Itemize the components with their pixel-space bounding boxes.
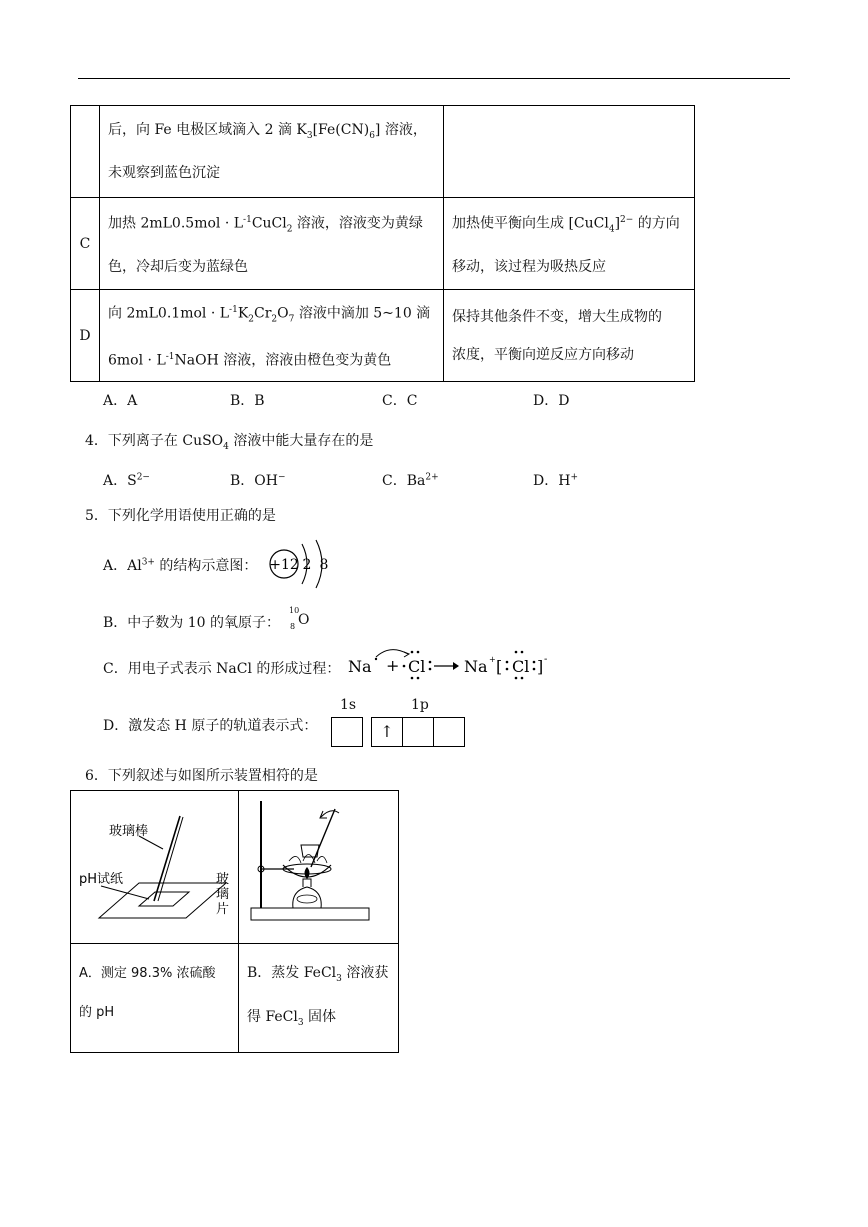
experiment-text: NaOH 溶液，溶液由橙色变为黄色 [174, 353, 392, 370]
conclusion-text: 浓度，平衡向逆反应方向移动 [452, 346, 634, 363]
row-label: C [79, 235, 91, 252]
q4-option-d[interactable] [533, 470, 578, 490]
q5-option-d[interactable] [103, 715, 317, 735]
subscript: 6 [369, 130, 375, 141]
q6-option-a-text: A．测定 98.3% 浓硫酸 [79, 966, 216, 981]
row-label-cell [71, 106, 100, 198]
q5-option-c[interactable] [103, 658, 340, 678]
q6-option-b-text: 得 FeCl [247, 1008, 298, 1025]
chloride-ion-symbol: Cl [512, 657, 530, 676]
lamp-wick-holder [303, 879, 311, 887]
shell-electrons: 2 [302, 557, 312, 573]
ph-paper [139, 892, 189, 906]
conclusion-text: 移动，该过程为吸热反应 [452, 259, 606, 276]
figure-b-cell [239, 791, 399, 944]
q5-stem: 5．下列化学用语使用正确的是 [85, 508, 276, 524]
table-row [71, 106, 695, 198]
row-label-cell [71, 198, 100, 290]
option-text: C．Ba [382, 473, 426, 489]
q4-stem-text: 溶液中能大量存在的是 [228, 433, 374, 449]
orbital-label-1p: 1p [411, 697, 429, 713]
question3-table [70, 105, 695, 382]
subscript: 2 [286, 224, 293, 235]
subscript: 3 [297, 1017, 304, 1028]
table-row [71, 290, 695, 382]
lamp-liquid [297, 895, 317, 903]
q6-option-b-text: B．蒸发 FeCl [247, 965, 337, 981]
subscript: 4 [223, 441, 229, 452]
q4-option-c[interactable] [382, 470, 439, 490]
figure-a-cell [71, 791, 239, 944]
q3-option-d[interactable]: D．D [533, 393, 570, 409]
header-rule [78, 78, 790, 79]
experiment-cell [100, 106, 444, 198]
glass-plate [99, 883, 226, 918]
conclusion-text: ] [614, 215, 621, 232]
option-b-cell[interactable] [239, 944, 399, 1053]
glass-plate-label: 璃 [216, 887, 230, 902]
experiment-text: K [237, 305, 249, 322]
row-label-cell [71, 290, 100, 382]
experiment-text: CuCl [251, 215, 287, 232]
option-text: B．OH [230, 473, 278, 489]
q4-option-a[interactable] [103, 470, 150, 490]
orbital-box-1p-1 [371, 717, 403, 747]
superscript: 3+ [141, 557, 155, 568]
option-text: 的结构示意图： [154, 558, 258, 574]
sodium-symbol: Na [348, 657, 372, 676]
superscript: 2+ [425, 472, 439, 483]
experiment-text: 6mol · L [108, 353, 166, 370]
superscript: -1 [165, 352, 175, 363]
option-text: A．Al [103, 558, 142, 574]
q4-stem-text: 4．下列离子在 CuSO [85, 433, 224, 449]
subscript: 4 [608, 224, 615, 235]
conclusion-text: 的方向 [633, 215, 680, 232]
experiment-text: ] 溶液， [374, 121, 427, 138]
superscript: + [570, 472, 578, 483]
evaporation-figure [239, 791, 398, 939]
option-text: D．H [533, 473, 571, 489]
conclusion-cell [444, 106, 695, 198]
orbital-box-1p-3 [433, 717, 465, 747]
sodium-ion-symbol: Na [464, 657, 488, 676]
superscript: − [277, 472, 286, 483]
q6-option-b-text: 溶液获 [341, 965, 389, 981]
option-text: A．S [103, 473, 137, 489]
leader-line [101, 886, 149, 899]
subscript: 7 [288, 314, 295, 325]
option-a-cell[interactable] [71, 944, 239, 1053]
q6-option-a-text: 的 pH [79, 1005, 115, 1020]
superscript: -1 [229, 304, 238, 315]
plus-sign: + [386, 656, 400, 675]
q5-option-a[interactable] [103, 555, 257, 575]
option-text: C．用电子式表示 NaCl 的形成过程： [103, 661, 341, 677]
conclusion-text: 加热使平衡向生成 [CuCl [452, 215, 609, 232]
q3-option-c[interactable]: C．C [382, 393, 418, 409]
stand-base [251, 908, 369, 920]
electron-dot [375, 658, 377, 660]
conclusion-cell [444, 290, 695, 382]
option-text: B．中子数为 10 的氧原子： [103, 615, 281, 631]
table-row [71, 944, 399, 1053]
vapor [289, 854, 327, 863]
subscript: 3 [306, 130, 313, 141]
glass-rod-edge [158, 817, 183, 901]
q5-option-b[interactable] [103, 612, 280, 632]
electron-dot-formation [346, 644, 556, 684]
q3-option-b[interactable]: B．B [230, 393, 265, 409]
nucleus-charge: +12 [269, 557, 299, 573]
ion-charge: - [544, 654, 548, 665]
ph-test-figure [71, 791, 238, 939]
glass-plate-label: 片 [216, 902, 230, 917]
conclusion-text: 保持其他条件不变，增大生成物的 [452, 308, 662, 325]
spin-up-arrow-icon: ↑ [380, 722, 394, 741]
experiment-text: 溶液，溶液变为黄绿 [292, 215, 423, 232]
atomic-structure-diagram [262, 538, 342, 590]
q3-option-a[interactable]: A．A [103, 393, 138, 409]
glass-plate-label: 玻 [216, 872, 230, 887]
bracket-left: [ [496, 657, 503, 676]
orbital-label-1s: 1s [340, 697, 357, 713]
row-label: D [79, 327, 91, 344]
orbital-box-1p-2 [402, 717, 434, 747]
reaction-arrowhead [453, 662, 459, 670]
superscript: -1 [243, 214, 252, 225]
alcohol-lamp [293, 887, 321, 908]
experiment-cell [100, 290, 444, 382]
shell-electrons: 8 [319, 557, 329, 573]
superscript: 2− [620, 214, 634, 225]
glass-rod-label: 玻璃棒 [109, 824, 149, 839]
experiment-text: 后，向 Fe 电极区域滴入 2 滴 K [108, 121, 307, 138]
conclusion-cell [444, 198, 695, 290]
subscript: 3 [336, 973, 342, 984]
ph-paper-label: pH试纸 [79, 872, 124, 887]
mass-number: 10 [289, 606, 300, 615]
subscript: 2 [271, 314, 278, 325]
q6-stem: 6．下列叙述与如图所示装置相符的是 [85, 768, 318, 784]
q6-option-b-text: 固体 [303, 1008, 337, 1025]
question6-table [70, 790, 399, 1053]
experiment-text: 色，冷却后变为蓝绿色 [108, 259, 248, 276]
experiment-text: O [277, 305, 289, 322]
chlorine-symbol: Cl [408, 657, 426, 676]
bracket-right: ] [537, 657, 544, 676]
stirring-arrow [321, 811, 339, 817]
q4-option-b[interactable] [230, 470, 286, 490]
glass-rod [154, 816, 180, 901]
experiment-cell [100, 198, 444, 290]
ion-charge: + [489, 655, 496, 664]
subscript: 2 [248, 314, 255, 325]
experiment-text: 未观察到蓝色沉淀 [108, 165, 220, 182]
experiment-text: 加热 2mL0.5mol · L [108, 215, 244, 232]
experiment-text: Cr [254, 305, 272, 322]
experiment-text: 向 2mL0.1mol · L [108, 305, 230, 322]
option-text: D．激发态 H 原子的轨道表示式： [103, 718, 318, 734]
table-row [71, 198, 695, 290]
superscript: 2− [136, 472, 150, 483]
experiment-text: 溶液中滴加 5~10 滴 [294, 305, 431, 322]
element-symbol: O [298, 612, 310, 628]
atomic-number: 8 [290, 622, 296, 631]
orbital-box-1s [331, 717, 363, 747]
table-row [71, 791, 399, 944]
experiment-text: [Fe(CN) [312, 121, 370, 138]
q4-stem [85, 430, 373, 452]
